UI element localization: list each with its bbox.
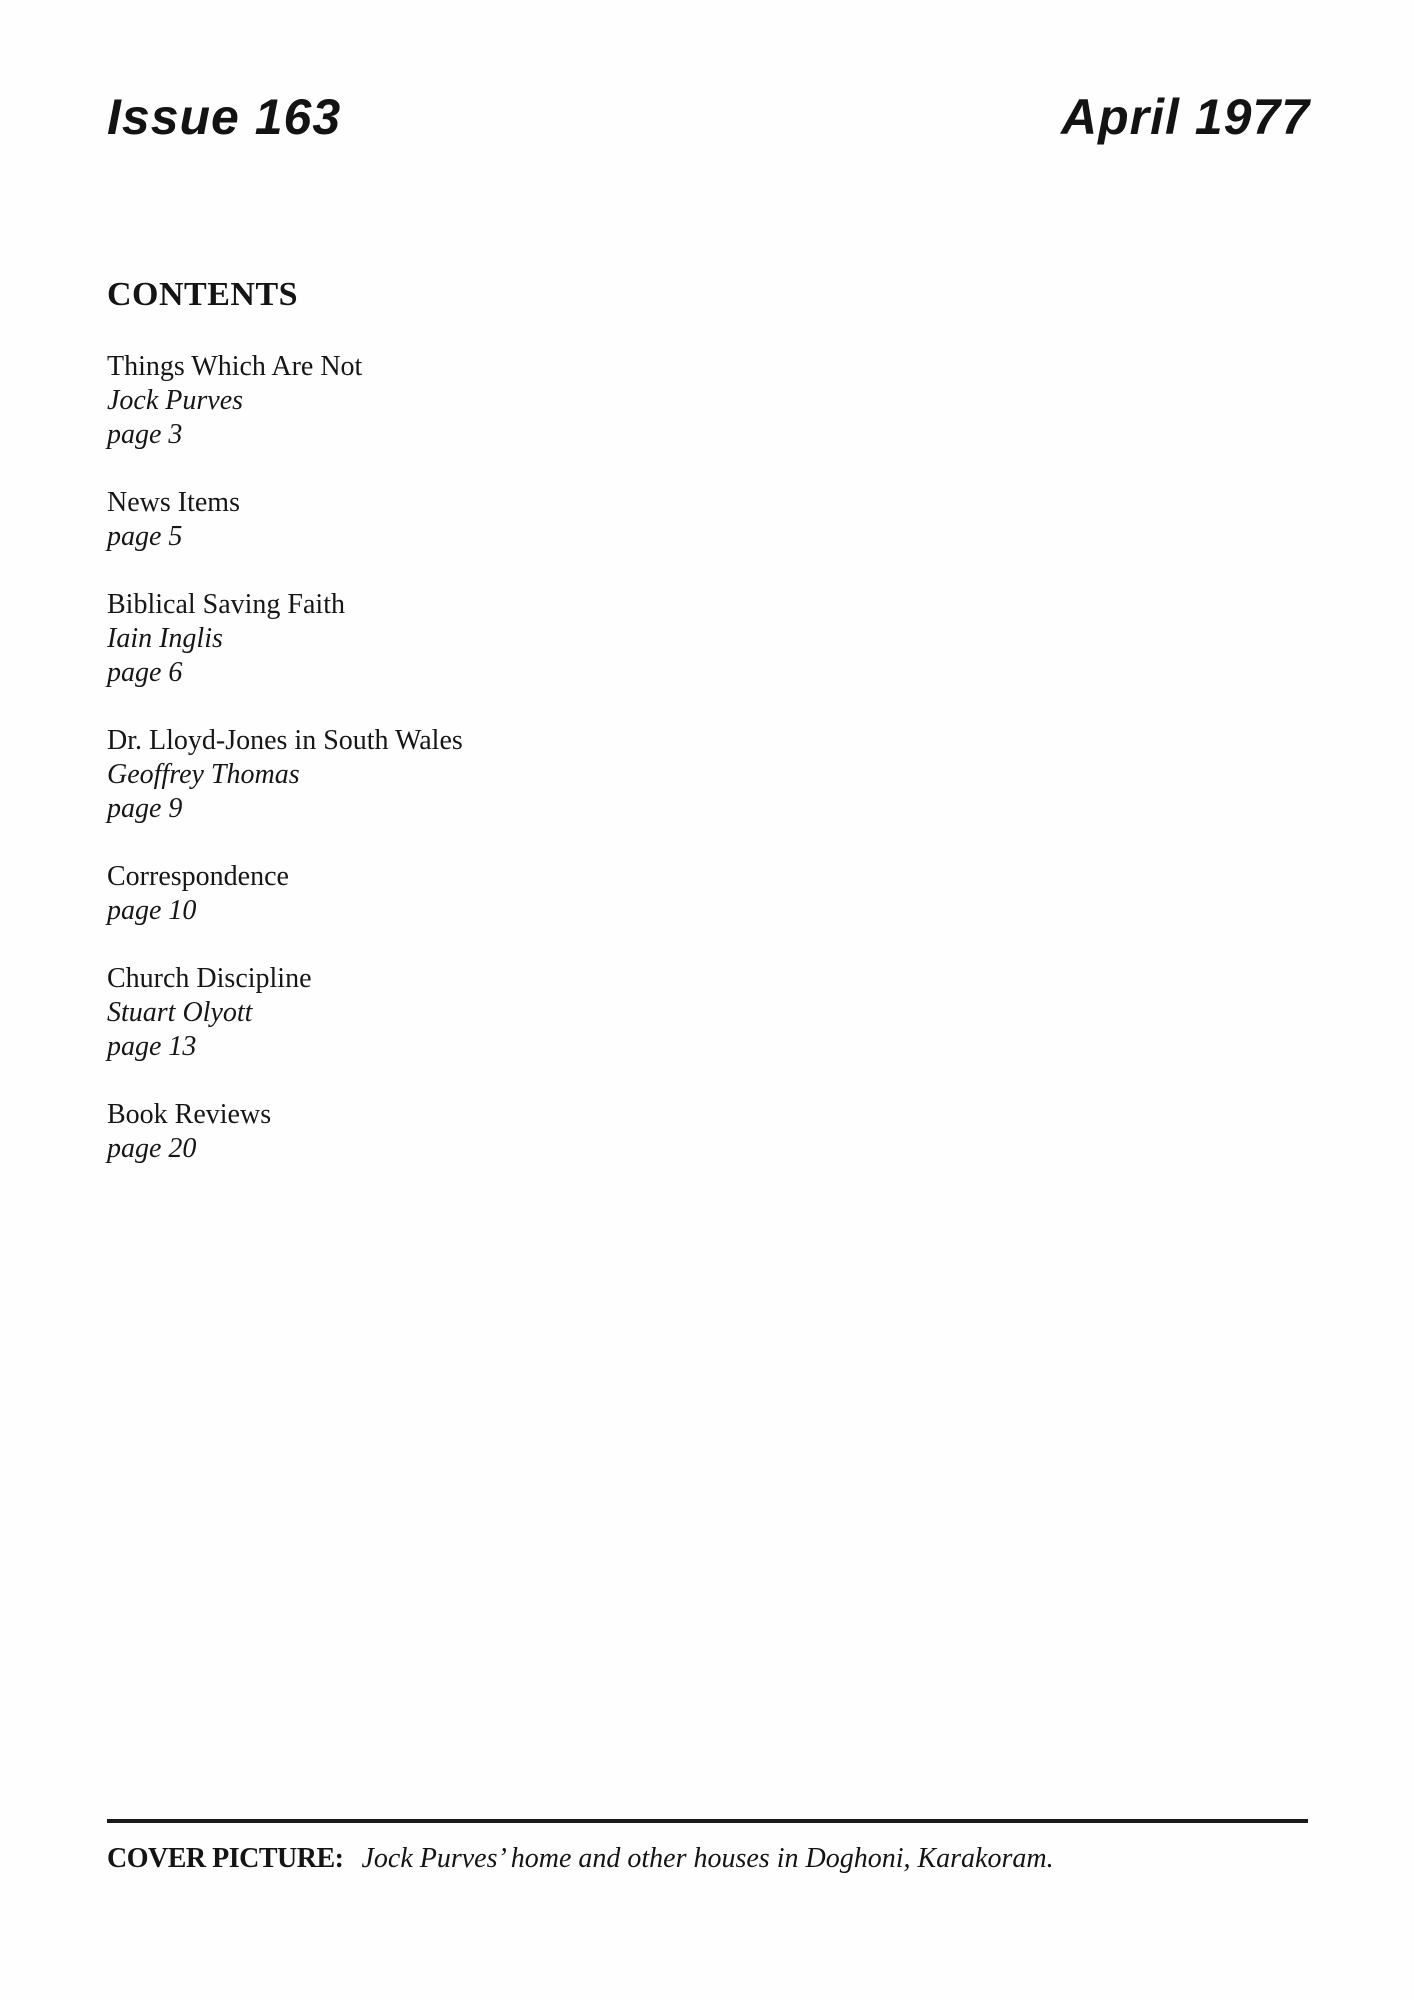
- contents-list: [107, 350, 1007, 1200]
- contents-heading: CONTENTS: [107, 276, 299, 313]
- cover-picture-label: COVER PICTURE:: [107, 1843, 344, 1874]
- toc-item-title: Correspondence: [107, 861, 289, 892]
- toc-item-title: News Items: [107, 487, 240, 518]
- toc-item-title: Dr. Lloyd-Jones in South Wales: [107, 725, 463, 756]
- toc-item-page: page 20: [107, 1133, 197, 1164]
- issue-number: Issue 163: [107, 89, 342, 145]
- toc-item: [107, 486, 1007, 554]
- toc-item-author: Stuart Olyott: [107, 997, 253, 1028]
- toc-item-author: Iain Inglis: [107, 623, 223, 654]
- toc-item: [107, 1098, 1007, 1166]
- toc-item: [107, 962, 1007, 1064]
- masthead: [107, 88, 1310, 146]
- toc-item-author: Geoffrey Thomas: [107, 759, 300, 790]
- cover-picture-caption: Jock Purves’ home and other houses in Doghoni, Karakoram.: [361, 1843, 1054, 1874]
- toc-item-page: page 5: [107, 521, 183, 552]
- toc-item-title: Church Discipline: [107, 963, 312, 994]
- toc-item-page: page 9: [107, 793, 183, 824]
- toc-item: [107, 724, 1007, 826]
- toc-item-title: Biblical Saving Faith: [107, 589, 345, 620]
- toc-item-title: Book Reviews: [107, 1099, 272, 1130]
- toc-item-page: page 3: [107, 419, 183, 450]
- toc-item-page: page 13: [107, 1031, 197, 1062]
- toc-item: [107, 350, 1007, 452]
- cover-picture-line: [107, 1842, 1307, 1876]
- toc-item: [107, 860, 1007, 928]
- toc-item: [107, 588, 1007, 690]
- issue-date: April 1977: [1060, 89, 1310, 145]
- footer-rule: [107, 1819, 1308, 1823]
- toc-item-page: page 10: [107, 895, 197, 926]
- toc-item-page: page 6: [107, 657, 183, 688]
- toc-item-author: Jock Purves: [107, 385, 244, 416]
- toc-item-title: Things Which Are Not: [107, 351, 363, 382]
